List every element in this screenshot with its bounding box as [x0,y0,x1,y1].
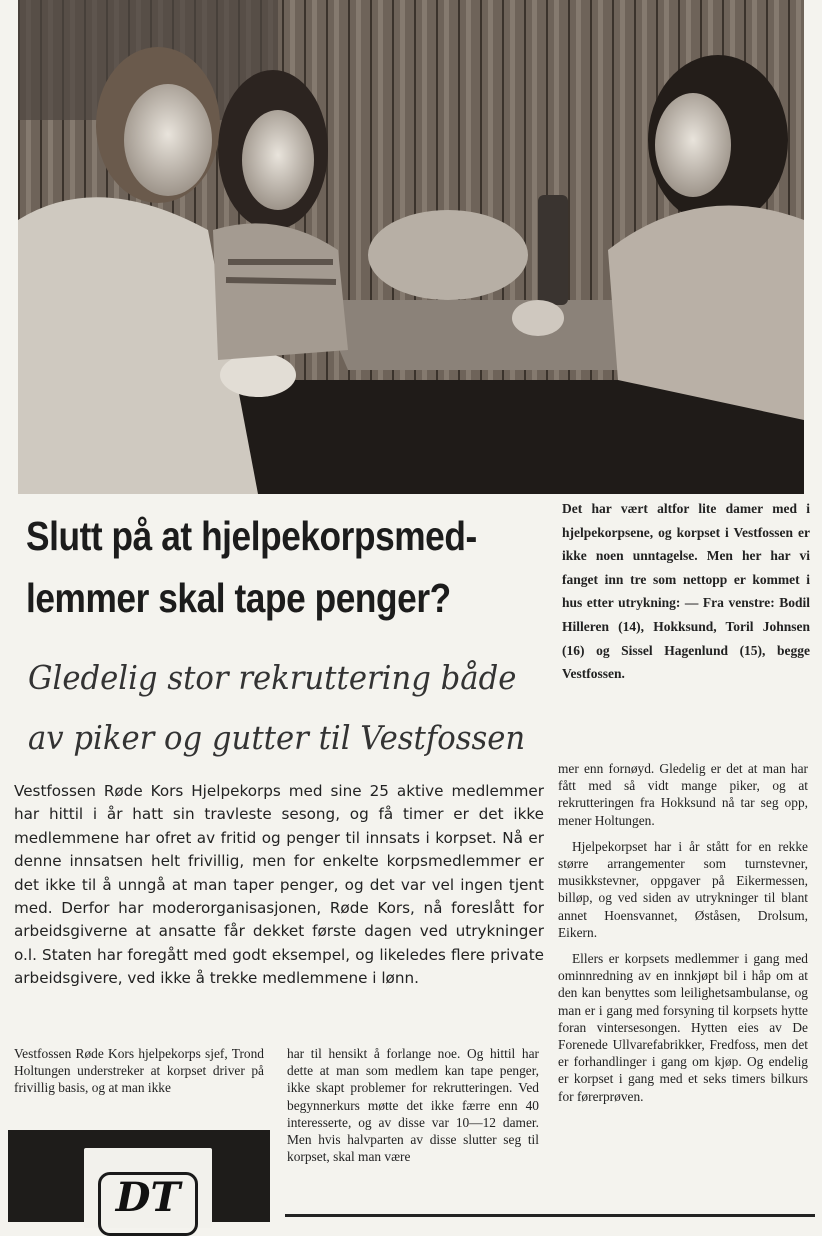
paragraph: mer enn fornøyd. Gledelig er det at man har fått med så vidt mange piker, og at rekrutteringen fra Hokksund nå tar seg opp, mener Holtungen. [558,761,808,828]
newspaper-logo-box [8,1130,270,1222]
paragraph: Vestfossen Røde Kors hjelpekorps sjef, Trond Holtungen understreker at korpset driver på frivillig basis, og at man ikke [14,1046,264,1096]
paragraph: har til hensikt å forlange noe. Og hittil har dette at man som medlem kan tape penger, ikke skapt problemer for rekrutteringen. Ved begynnerkurs møtte det ikke færre enn 40 interesserte, og av disse var 10—12 damer. Men hvis halvparten av disse slutter seg til korpset, skal man være [287,1046,539,1165]
article-intro: Vestfossen Røde Kors Hjelpekorps med sine 25 aktive medlemmer har hittil i år hatt sin travleste sesong, og få timer er det ikke medlemmene har ofret av fritid og penger til innsats i korpset. Nå er denne innsatsen helt frivillig, men for enkelte korpsmedlemmer er det ikke til å unngå at man taper penger, og det var vel ingen tjent med. Derfor har moderorganisasjonen, Røde Kors, nå foreslått for arbeidsgiverne at ansatte får dekket første dagen ved utrykninger o.l. Staten har foregått med godt eksempel, og likeledes flere private arbeidsgivere, ved ikke å trekke medlemmene i lønn. [14,782,544,988]
paragraph: Hjelpekorpset har i år stått for en rekke større arrangementer som turnstevner, musikkstevner, oppgaver på Eikermessen, billøp, og ved siden av utrykninger til blant annet Hoensvannet, Øståsen, Drolsum, Eikern. [558,838,808,940]
body-column-2 [287,1045,539,1174]
body-column-1 [14,1045,264,1106]
subheadline: Gledelig stor rekruttering både av piker og gutter til Vestfossen [28,658,526,757]
bottom-rule [285,1214,815,1217]
body-column-3 [558,760,808,1114]
news-photo [18,0,804,494]
photo-caption: Det har vært altfor lite damer med i hjelpekorpsene, og korpset i Vestfossen er ikke noen unntagelse. Men her har vi fanget inn tre som nettopp er kommet i hus etter utrykning: — Fra venstre: Bodil Hilleren (14), Hokksund, Toril Johnsen (16) og Sissel Hagenlund (15), begge Vestfossen. [562,501,810,682]
logo-panel [84,1148,212,1228]
photo-illustration [18,0,804,494]
dt-logo: DT [115,1174,181,1221]
paragraph: Ellers er korpsets medlemmer i gang med ominnredning av en innkjøpt bil i håp om at den kan benyttes som leilighetsambulanse, og man er i gang med forsyning til korpsets hytte foran vintersesongen. Hytten eies av De Forenede Ullvarefabrikker, Fredfoss, men det er forhandlinger i gang om kjøp. Og endelig er korpset i gang med et seks timers bilkurs for førerprøven. [558,951,808,1104]
headline: Slutt på at hjelpekorpsmed-lemmer skal tape penger? [26,513,477,621]
